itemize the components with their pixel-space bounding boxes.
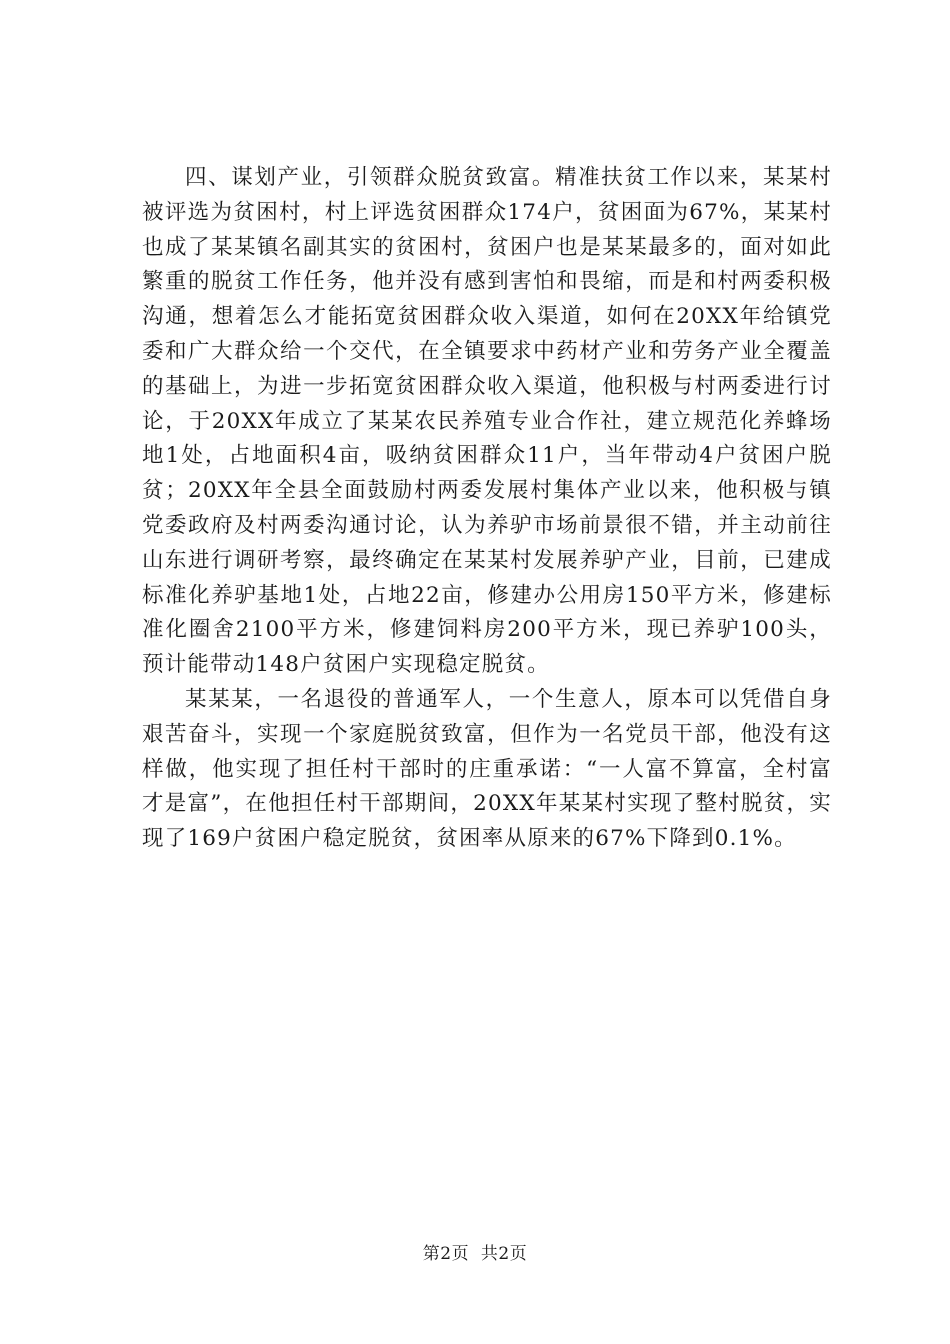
page-number-label: 第2页 共2页: [422, 1244, 528, 1264]
page-footer: [0, 1242, 950, 1266]
document-body: [142, 161, 832, 857]
paragraph-summary: 某某某，一名退役的普通军人，一个生意人，原本可以凭借自身艰苦奋斗，实现一个家庭脱贫致富，但作为一名党员干部，他没有这样做，他实现了担任村干部时的庄重承诺：“一人富不算富，全村富才是富”，在他担任村干部期间，20XX年某某村实现了整村脱贫，实现了169户贫困户稳定脱贫，贫困率从原来的67%下降到0.1%。: [142, 686, 832, 852]
paragraph-industry-plan: 四、谋划产业，引领群众脱贫致富。精准扶贫工作以来，某某村被评选为贫困村，村上评选贫困群众174户，贫困面为67%，某某村也成了某某镇名副其实的贫困村，贫困户也是某某最多的，面对如此繁重的脱贫工作任务，他并没有感到害怕和畏缩，而是和村两委积极沟通，想着怎么才能拓宽贫困群众收入渠道，如何在20XX年给镇党委和广大群众给一个交代，在全镇要求中药材产业和劳务产业全覆盖的基础上，为进一步拓宽贫困群众收入渠道，他积极与村两委进行讨论，于20XX年成立了某某农民养殖专业合作社，建立规范化养蜂场地1处，占地面积4亩，吸纳贫困群众11户，当年带动4户贫困户脱贫；20XX年全县全面鼓励村两委发展村集体产业以来，他积极与镇党委政府及村两委沟通讨论，认为养驴市场前景很不错，并主动前往山东进行调研考察，最终确定在某某村发展养驴产业，目前，已建成标准化养驴基地1处，占地22亩，修建办公用房150平方米，修建标准化圈舍2100平方米，修建饲料房200平方米，现已养驴100头，预计能带动148户贫困户实现稳定脱贫。: [142, 165, 832, 678]
